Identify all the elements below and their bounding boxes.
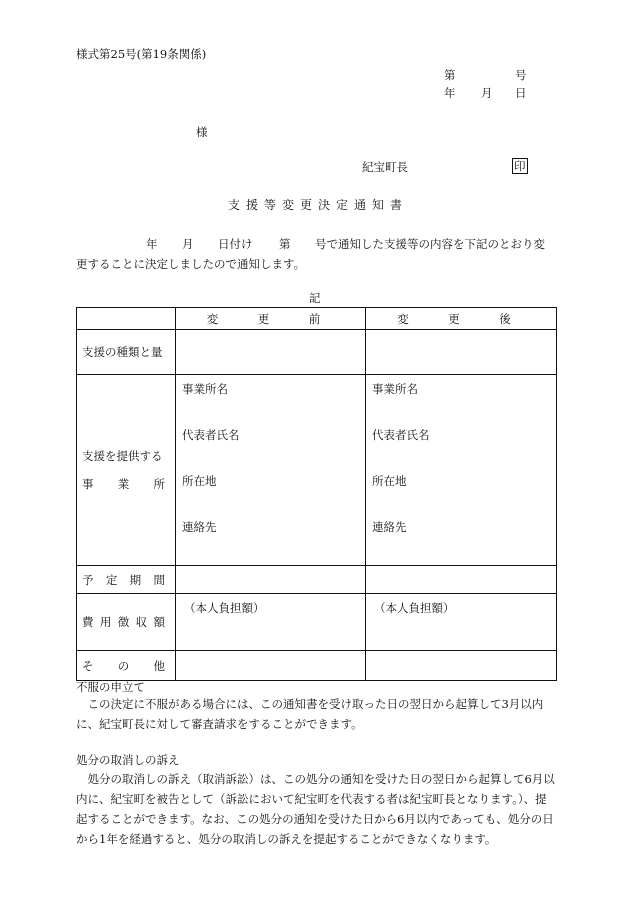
cell-type-before[interactable] [176, 330, 366, 375]
field-representative: 代表者氏名 [372, 428, 430, 442]
header-before: 変 更 前 [176, 308, 366, 330]
self-pay-before: （本人負担額） [184, 601, 265, 615]
cell-period-after[interactable] [366, 566, 557, 594]
number-prefix: 第 [444, 68, 456, 82]
number-suffix: 号 [515, 68, 527, 82]
field-office-name: 事業所名 [372, 382, 418, 396]
label-type-amount: 支援の種類と量 [77, 330, 176, 375]
field-contact: 連絡先 [372, 520, 407, 534]
self-pay-after: （本人負担額） [374, 601, 455, 615]
cell-period-before[interactable] [176, 566, 366, 594]
field-contact: 連絡先 [182, 520, 217, 534]
date-year: 年 [444, 86, 456, 100]
addressee-suffix: 様 [196, 125, 208, 139]
appeal-heading: 不服の申立て [76, 680, 145, 694]
intro-month: 月 [182, 237, 194, 251]
change-table [76, 307, 557, 681]
lawsuit-heading: 処分の取消しの訴え [76, 753, 180, 767]
issuer: 紀宝町長 [362, 160, 408, 174]
appeal-body: この決定に不服がある場合には、この通知書を受け取った日の翌日から起算して3月以内に、紀宝町長に対して審査請求をすることができます。 [76, 697, 544, 731]
lawsuit-body: 処分の取消しの訴え（取消訴訟）は、この処分の通知を受けた日の翌日から起算して6月以内に、紀宝町を被告として（訴訟において紀宝町を代表する者は紀宝町長となります。）、提起することができます。なお、この処分の通知を受けた日から6月以内であっても、処分の日から1年を経過すると、処分の取消しの訴えを提起することができなくなります。 [76, 772, 555, 846]
row-period [77, 566, 557, 594]
date-day: 日 [515, 86, 527, 100]
row-fee [77, 594, 557, 651]
date-month: 月 [481, 86, 493, 100]
intro-no: 第 [279, 237, 291, 251]
document-title: 支援等変更決定通知書 [228, 198, 409, 212]
cell-other-before[interactable] [176, 651, 366, 681]
cell-other-after[interactable] [366, 651, 557, 681]
field-office-name: 事業所名 [182, 382, 228, 396]
row-type-amount [77, 330, 557, 375]
ki-mark: 記 [309, 291, 321, 305]
header-after: 変 更 後 [366, 308, 557, 330]
label-other: そ の 他 [77, 651, 176, 681]
intro-year: 年 [146, 237, 158, 251]
cell-provider-before[interactable] [176, 375, 366, 566]
form-id: 様式第25号(第19条関係) [76, 47, 207, 61]
intro-day-dated: 日付け [218, 237, 253, 251]
cell-fee-before[interactable] [176, 594, 366, 651]
header-blank [77, 308, 176, 330]
intro-rest: 号で通知した支援等の内容を下記のとおり変 [315, 237, 545, 251]
label-provider-line1: 支援を提供する [82, 449, 163, 463]
row-provider [77, 375, 557, 566]
intro-line2: 更することに決定しましたので通知します。 [76, 257, 306, 271]
cell-type-after[interactable] [366, 330, 557, 375]
field-address: 所在地 [372, 474, 407, 488]
cell-provider-after[interactable] [366, 375, 557, 566]
label-period: 予 定 期 間 [77, 566, 176, 594]
seal-mark: 印 [514, 159, 526, 173]
row-other [77, 651, 557, 681]
field-representative: 代表者氏名 [182, 428, 240, 442]
label-fee: 費 用 徴 収 額 [77, 594, 176, 651]
header-row [77, 308, 557, 330]
field-address: 所在地 [182, 474, 217, 488]
label-provider-line2: 事 業 所 [82, 477, 165, 491]
label-provider [77, 375, 176, 566]
cell-fee-after[interactable] [366, 594, 557, 651]
